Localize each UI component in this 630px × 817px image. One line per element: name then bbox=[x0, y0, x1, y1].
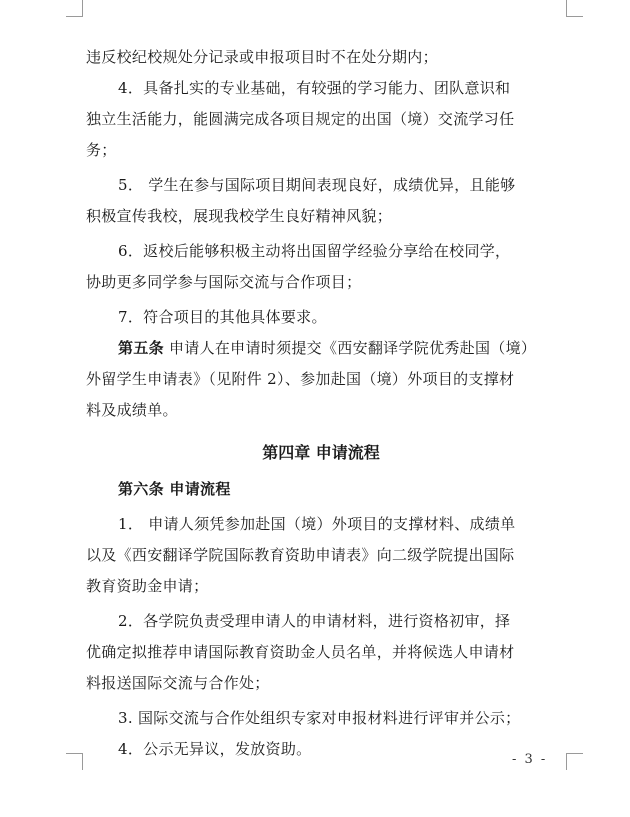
step-line: 教育资助金申请； bbox=[86, 577, 209, 595]
page-number: - 3 - bbox=[512, 752, 548, 767]
text-line: 违反校纪校规处分记录或申报项目时不在处分期内； bbox=[86, 48, 438, 66]
step-line: 以及《西安翻译学院国际教育资助申请表》向二级学院提出国际 bbox=[86, 546, 515, 564]
text-line: 独立生活能力，能圆满完成各项目规定的出国（境）交流学习任 bbox=[86, 110, 515, 128]
article-6-title: 第六条 申请流程 bbox=[118, 480, 231, 498]
text-line: 积极宣传我校，展现我校学生良好精神风貌； bbox=[86, 207, 393, 225]
crop-mark-top-left bbox=[66, 0, 83, 17]
article-5-text: 申请人在申请时须提交《西安翻译学院优秀赴国（境） bbox=[163, 339, 537, 357]
text-line: 7．符合项目的其他具体要求。 bbox=[118, 308, 327, 326]
chapter-title: 第四章 申请流程 bbox=[262, 443, 380, 462]
article-5-line: 外留学生申请表》（见附件 2）、参加赴国（境）外项目的支撑材 bbox=[86, 370, 515, 388]
text-line: 6．返校后能够积极主动将出国留学经验分享给在校同学， bbox=[118, 242, 511, 260]
crop-mark-bottom-right bbox=[566, 753, 583, 770]
step-line: 优确定拟推荐申请国际教育资助金人员名单，并将候选人申请材 bbox=[86, 643, 515, 661]
document-body bbox=[86, 42, 556, 765]
step-line: 1． 申请人须凭参加赴国（境）外项目的支撑材料、成绩单 bbox=[118, 515, 516, 533]
step-line: 料报送国际交流与合作处； bbox=[86, 674, 270, 692]
crop-mark-bottom-left bbox=[66, 753, 83, 770]
text-line: 5． 学生在参与国际项目期间表现良好，成绩优异，且能够 bbox=[118, 176, 516, 194]
text-line: 4．具备扎实的专业基础，有较强的学习能力、团队意识和 bbox=[118, 79, 511, 97]
crop-mark-top-right bbox=[566, 0, 583, 17]
article-5-line bbox=[86, 333, 556, 364]
text-line: 务； bbox=[86, 141, 117, 159]
step-line: 4．公示无异议，发放资助。 bbox=[118, 740, 312, 758]
step-line: 3. 国际交流与合作处组织专家对申报材料进行评审并公示； bbox=[118, 709, 521, 727]
step-line: 2．各学院负责受理申请人的申请材料，进行资格初审，择 bbox=[118, 612, 511, 630]
text-line: 协助更多同学参与国际交流与合作项目； bbox=[86, 273, 362, 291]
article-5-label: 第五条 bbox=[118, 339, 164, 357]
article-5-line: 料及成绩单。 bbox=[86, 401, 178, 419]
